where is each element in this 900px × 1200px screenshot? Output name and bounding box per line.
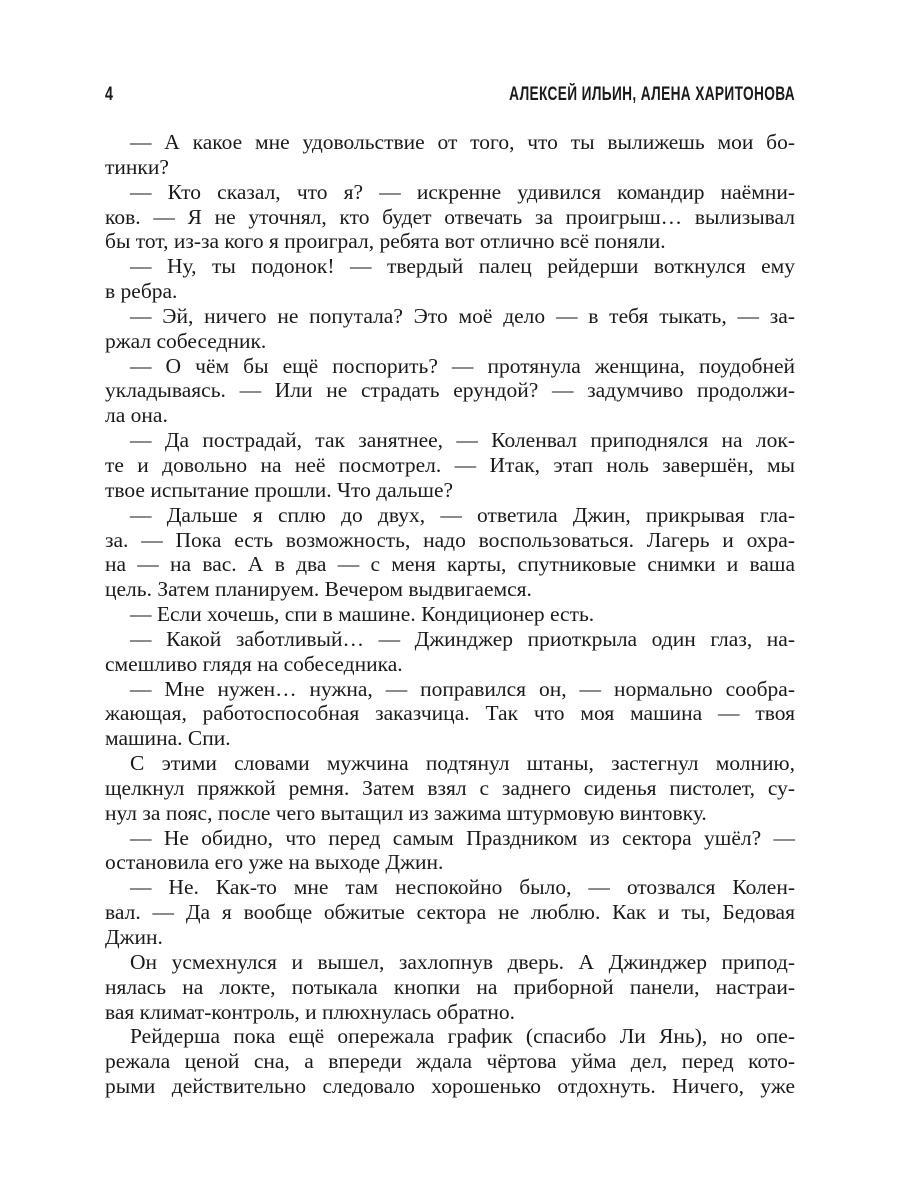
- text-line: — Дальше я сплю до двух, — ответила Джин, прикрывая гла-: [130, 502, 795, 527]
- text-line: — Не. Как-то мне там неспокойно было, — отозвался Колен-: [130, 875, 795, 900]
- text-line: на — на вас. А в два — с меня карты, спутниковые снимки и ваша: [105, 552, 795, 577]
- paragraph: [105, 826, 795, 876]
- paragraph: [105, 428, 795, 503]
- paragraph: [105, 130, 795, 180]
- running-head-authors: АЛЕКСЕЙ ИЛЬИН, АЛЕНА ХАРИТОНОВА: [509, 84, 795, 105]
- text-line: Джин.: [105, 925, 163, 949]
- paragraph: [105, 254, 795, 304]
- paragraph: [105, 751, 795, 826]
- text-line: те и довольно на неё посмотрел. — Итак, этап ноль завершён, мы: [105, 452, 795, 477]
- text-line: — Мне нужен… нужна, — поправился он, — нормально сообра-: [130, 676, 795, 701]
- text-line: — Не обидно, что перед самым Праздником из сектора ушёл? —: [130, 825, 795, 850]
- text-line: — Если хочешь, спи в машине. Кондиционер есть.: [130, 602, 595, 627]
- text-line: вая климат-контроль, и плюхнулась обратно.: [105, 999, 515, 1024]
- paragraph: [105, 180, 795, 255]
- text-line: — Какой заботливый… — Джинджер приоткрыла один глаз, на-: [130, 626, 795, 651]
- text-line: С этими словами мужчина подтянул штаны, застегнул молнию,: [130, 751, 795, 776]
- text-line: ла она.: [105, 403, 168, 428]
- text-line: — Да пострадай, так занятнее, — Коленвал приподнялся на лок-: [130, 428, 795, 453]
- text-line: твое испытание прошли. Что дальше?: [105, 477, 454, 502]
- text-line: ков. — Я не уточнял, кто будет отвечать за проигрыш… вылизывал: [105, 204, 795, 229]
- text-line: режала ценой сна, а впереди ждала чёртова уйма дел, перед кото-: [105, 1049, 795, 1074]
- text-line: щелкнул пряжкой ремня. Затем взял с заднего сиденья пистолет, су-: [105, 775, 795, 800]
- text-line: остановила его уже на выходе Джин.: [105, 850, 444, 875]
- text-line: — Эй, ничего не попутала? Это моё дело — в тебя тыкать, — за-: [130, 303, 795, 328]
- text-line: жающая, работоспособная заказчица. Так что моя машина — твоя: [105, 701, 795, 726]
- text-line: — Ну, ты подонок! — твердый палец рейдерши воткнулся ему: [130, 254, 795, 279]
- paragraph: [105, 1024, 795, 1099]
- text-line: Он усмехнулся и вышел, захлопнув дверь. А Джинджер припод-: [130, 949, 795, 974]
- running-header: [105, 84, 795, 112]
- text-line: цель. Затем планируем. Вечером выдвигаемся.: [105, 577, 532, 602]
- text-line: бы тот, из-за кого я проиграл, ребята вот отлично всё поняли.: [105, 229, 666, 254]
- text-line: за. — Пока есть возможность, надо воспользоваться. Лагерь и охра-: [105, 527, 795, 552]
- text-line: нялась на локте, потыкала кнопки на приборной панели, настраи-: [105, 974, 795, 999]
- text-line: — Кто сказал, что я? — искренне удивился командир наёмни-: [130, 179, 795, 204]
- paragraph: [105, 627, 795, 677]
- text-line: смешливо глядя на собеседника.: [105, 651, 403, 676]
- text-line: ржал собеседник.: [105, 328, 267, 353]
- text-line: рыми действительно следовало хорошенько отдохнуть. Ничего, уже: [105, 1074, 795, 1099]
- text-line: вал. — Да я вообще обжитые сектора не люблю. Как и ты, Бедовая: [105, 900, 795, 925]
- text-line: Рейдерша пока ещё опережала график (спасибо Ли Янь), но опе-: [130, 1024, 795, 1049]
- text-line: машина. Спи.: [105, 726, 231, 751]
- paragraph: [105, 875, 795, 950]
- text-line: в ребра.: [105, 279, 178, 304]
- text-line: нул за пояс, после чего вытащил из зажима штурмовую винтовку.: [105, 800, 707, 825]
- text-line: — А какое мне удовольствие от того, что ты вылижешь мои бо-: [130, 130, 795, 154]
- text-line: укладываясь. — Или не страдать ерундой? — задумчиво продолжи-: [105, 378, 795, 403]
- paragraph: [105, 503, 795, 602]
- paragraph: [105, 950, 795, 1025]
- paragraph: [105, 602, 795, 627]
- paragraph: [105, 677, 795, 752]
- paragraph: [105, 354, 795, 429]
- body-text: [105, 130, 795, 1099]
- text-line: тинки?: [105, 154, 169, 179]
- paragraph: [105, 304, 795, 354]
- text-line: — О чём бы ещё поспорить? — протянула женщина, поудобней: [130, 353, 795, 378]
- page-number: 4: [105, 84, 113, 105]
